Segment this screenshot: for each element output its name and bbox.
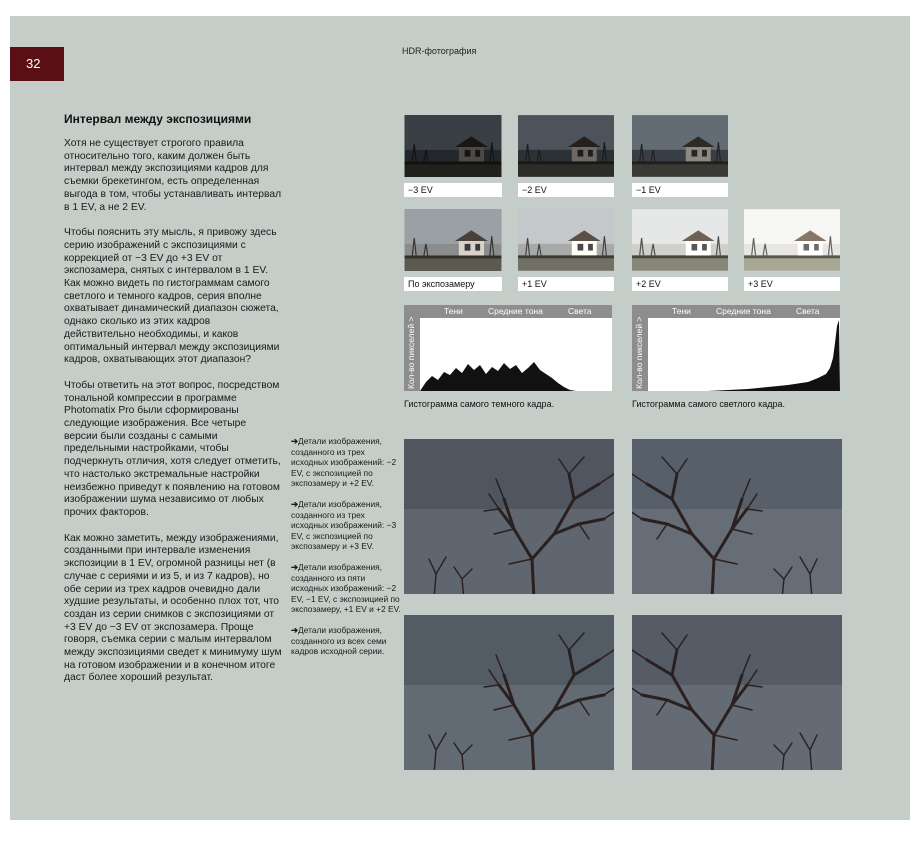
paragraph: Хотя не существует строгого правила относительно того, каким должен быть интервал между экспозициями кадров для съемки брекетингом, есть определенная выгода в том, чтобы устанавливать интервал в 1 EV, а не 2 EV.: [64, 138, 282, 213]
photo-exposure-plus3: [744, 209, 840, 271]
exposure-label: −3 EV: [404, 183, 502, 197]
zone-midtones: Средние тона: [488, 306, 543, 316]
zone-shadows: Тени: [672, 306, 691, 316]
zone-shadows: Тени: [444, 306, 463, 316]
histogram-dark-curve: [420, 318, 612, 391]
photo-exposure-metered: [404, 209, 502, 271]
result-image-3-frames-3ev: [632, 439, 842, 594]
exposure-label: По экспозамеру: [404, 277, 502, 291]
arrow-icon: ➔: [291, 436, 299, 446]
result-image-7-frames: [632, 615, 842, 770]
photo-exposure-plus2: [632, 209, 728, 271]
note-item: ➔Детали изображения, созданного из пяти исходных изображений: −2 EV, −1 EV, с экспозицией по экспозамеру, +1 EV и +2 EV.: [291, 561, 401, 615]
histogram-lightest: [632, 305, 840, 391]
histogram-dark-caption: Гистограмма самого темного кадра.: [404, 399, 555, 409]
zone-highlights: Света: [796, 306, 820, 316]
result-image-3-frames-2ev: [404, 439, 614, 594]
note-item: ➔Детали изображения, созданного из всех семи кадров исходной серии.: [291, 624, 387, 657]
paragraph: Как можно заметить, между изображениями, созданными при интервале изменения экспозиции в 1 EV, огромной разницы нет (в случае с сериями и из 5, и из 7 кадров), но обе серии из трех кадров очевидно дали худшие результаты, и особенно плох тот, что создан из серии снимков с экспозициями от +3 EV до −3 EV от экспозамера. Проще говоря, съемка серии с малым интервалом между экспозициями сведет к минимуму шум на готовом изображении и в конечном итоге даст более хороший результат.: [64, 532, 282, 684]
histogram-y-axis: [404, 305, 420, 391]
zone-midtones: Средние тона: [716, 306, 771, 316]
photo-exposure-minus3: [404, 115, 502, 177]
histogram-y-label: Кол-во пикселей >: [634, 316, 644, 389]
histogram-zone-bar: [648, 305, 840, 318]
photo-exposure-minus1: [632, 115, 728, 177]
histogram-darkest: [404, 305, 612, 391]
article-body: [64, 138, 282, 698]
book-page: [10, 16, 910, 820]
histogram-light-caption: Гистограмма самого светлого кадра.: [632, 399, 786, 409]
exposure-label: +3 EV: [744, 277, 840, 291]
result-image-5-frames: [404, 615, 614, 770]
arrow-icon: ➔: [291, 498, 299, 509]
paragraph: Чтобы пояснить эту мысль, я привожу здесь серию изображений с экспозициями с коррекцией от −3 EV до +3 EV от экспозамера, снятых с интервалом в 1 EV. Как можно видеть по гистограммам самого светлого и темного кадров, серия вполне охватывает динамический диапазон сюжета, однако сколько из этих кадров действительно необходимы, и каков оптимальный интервал между экспозициями кадров, охватывающих этот диапазон?: [64, 227, 280, 366]
histogram-zone-bar: [420, 305, 612, 318]
histogram-light-curve: [648, 318, 840, 391]
exposure-label: +1 EV: [518, 277, 614, 291]
page-number: 32: [10, 47, 64, 81]
notes-column: [291, 436, 401, 667]
paragraph: Чтобы ответить на этот вопрос, посредством тональной компрессии в программе Photomatix Pro были сформированы следующие изображения. Все четыре версии были созданы с самыми предельными настройками, чтобы подчеркнуть отличия, хотя следует отметить, что настолько экстремальные настройки неизбежно приведут к появлению на готовом изображении шума независимо от любых прочих факторов.: [64, 379, 281, 518]
histogram-y-axis: [632, 305, 648, 391]
photo-exposure-plus1: [518, 209, 614, 271]
article-heading: Интервал между экспозициями: [64, 112, 252, 126]
arrow-icon: ➔: [291, 624, 299, 635]
note-item: ➔Детали изображения, созданного из трех исходных изображений: −2 EV, с экспозицией по экспозамеру и +2 EV.: [291, 436, 397, 489]
exposure-label: −1 EV: [632, 183, 728, 197]
histogram-y-label: Кол-во пикселей >: [406, 316, 416, 389]
exposure-label: −2 EV: [518, 183, 614, 197]
note-item: ➔Детали изображения, созданного из трех исходных изображений: −3 EV, с экспозицией по экспозамеру и +3 EV.: [291, 498, 397, 552]
running-head: HDR-фотография: [402, 46, 477, 56]
arrow-icon: ➔: [291, 561, 299, 572]
zone-highlights: Света: [568, 306, 592, 316]
exposure-label: +2 EV: [632, 277, 728, 291]
photo-exposure-minus2: [518, 115, 614, 177]
